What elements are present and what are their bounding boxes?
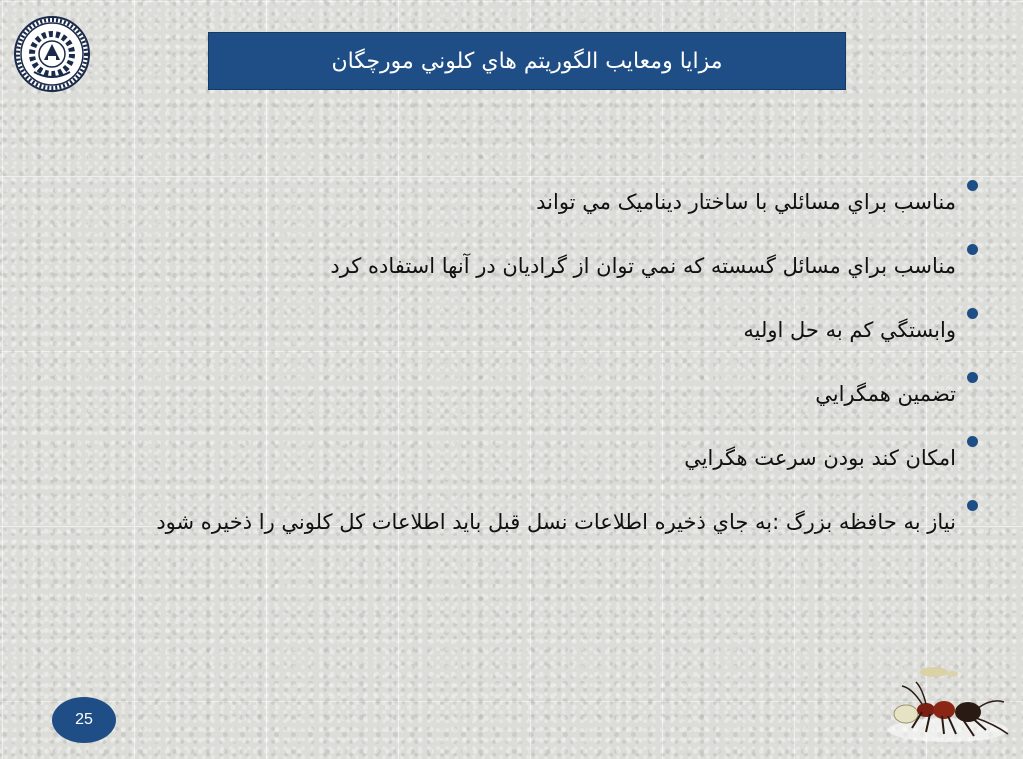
page-number-badge — [52, 697, 116, 743]
bullet-text: نياز به حافظه بزرگ :به جاي ذخيره اطلاعات نسل قبل بايد اطلاعات کل کلوني را ذخيره شود — [156, 510, 956, 534]
slide-title: مزايا ومعايب الگوريتم هاي کلوني مورچگان — [331, 48, 723, 74]
list-item — [100, 234, 978, 298]
ant-icon — [882, 658, 1014, 750]
list-item — [100, 170, 978, 234]
bullet-text: وابستگي کم به حل اوليه — [743, 318, 956, 342]
list-item — [100, 490, 978, 554]
university-seal-icon — [14, 16, 90, 92]
bullet-list — [100, 170, 978, 554]
bullet-dot-icon — [967, 308, 978, 319]
list-item — [100, 362, 978, 426]
bullet-dot-icon — [967, 500, 978, 511]
bullet-text: مناسب براي مسائل گسسته که نمي توان از گراديان در آنها استفاده کرد — [330, 254, 956, 278]
bullet-text: تضمين همگرايي — [815, 382, 956, 406]
bullet-text: مناسب براي مسائلي با ساختار ديناميک مي تواند — [536, 190, 956, 214]
bullet-dot-icon — [967, 436, 978, 447]
bullet-dot-icon — [967, 244, 978, 255]
bullet-dot-icon — [967, 180, 978, 191]
page-number: 25 — [75, 711, 93, 728]
list-item — [100, 426, 978, 490]
slide-title-bar — [208, 32, 846, 90]
bullet-dot-icon — [967, 372, 978, 383]
list-item — [100, 298, 978, 362]
bullet-text: امکان کند بودن سرعت هگرايي — [684, 446, 956, 470]
